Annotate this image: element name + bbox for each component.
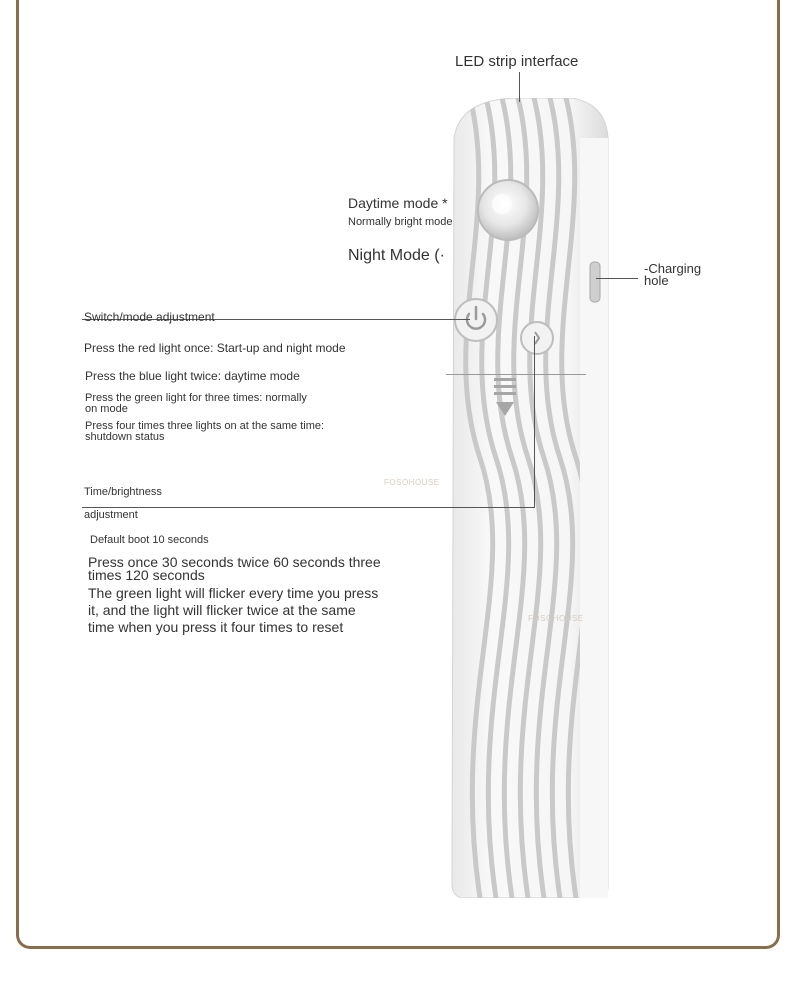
press-once-label-2: times 120 seconds	[88, 567, 205, 583]
time-brightness-label: Time/brightness	[84, 486, 162, 498]
page-frame	[16, 0, 780, 949]
press-red-label: Press the red light once: Start-up and night mode	[84, 341, 346, 355]
daytime-mode-label: Daytime mode *	[348, 195, 448, 211]
flicker-label-3: time when you press it four times to reset	[88, 619, 344, 635]
press-four-label: Press four times three lights on at the same time:	[85, 420, 325, 432]
default-boot-label: Default boot 10 seconds	[90, 534, 209, 546]
flicker-label-2: it, and the light will flicker twice at the same	[88, 602, 356, 618]
time-pointer-vertical	[534, 336, 535, 508]
time-pointer	[82, 507, 534, 508]
press-blue-label: Press the blue light twice: daytime mode	[85, 369, 300, 383]
watermark: FOSOHOUSE	[528, 614, 584, 623]
charging-label: -Charging	[644, 261, 702, 276]
small-button-icon	[521, 322, 553, 354]
divider-line	[446, 374, 586, 375]
watermark: FOSOHOUSE	[384, 478, 440, 487]
press-four-label-2: shutdown status	[85, 431, 165, 443]
flicker-label-1: The green light will flicker every time you press	[88, 585, 379, 601]
charging-pointer	[596, 278, 638, 279]
adjustment-label: adjustment	[84, 509, 138, 521]
led-sensor-device	[440, 98, 612, 898]
led-interface-pointer	[519, 72, 520, 102]
charging-hole-label: hole	[644, 273, 669, 288]
normally-bright-mode-label: Normally bright mode	[348, 216, 453, 228]
charging-hole	[590, 262, 600, 302]
led-strip-interface-label: LED strip interface	[455, 53, 579, 70]
press-green-label: Press the green light for three times: normally	[85, 392, 307, 404]
switch-mode-label: Switch/mode adjustment	[84, 310, 215, 324]
press-green-label-2: on mode	[85, 403, 128, 415]
press-once-label: Press once 30 seconds twice 60 seconds three	[88, 554, 381, 570]
night-mode-label: Night Mode (·	[348, 247, 445, 264]
